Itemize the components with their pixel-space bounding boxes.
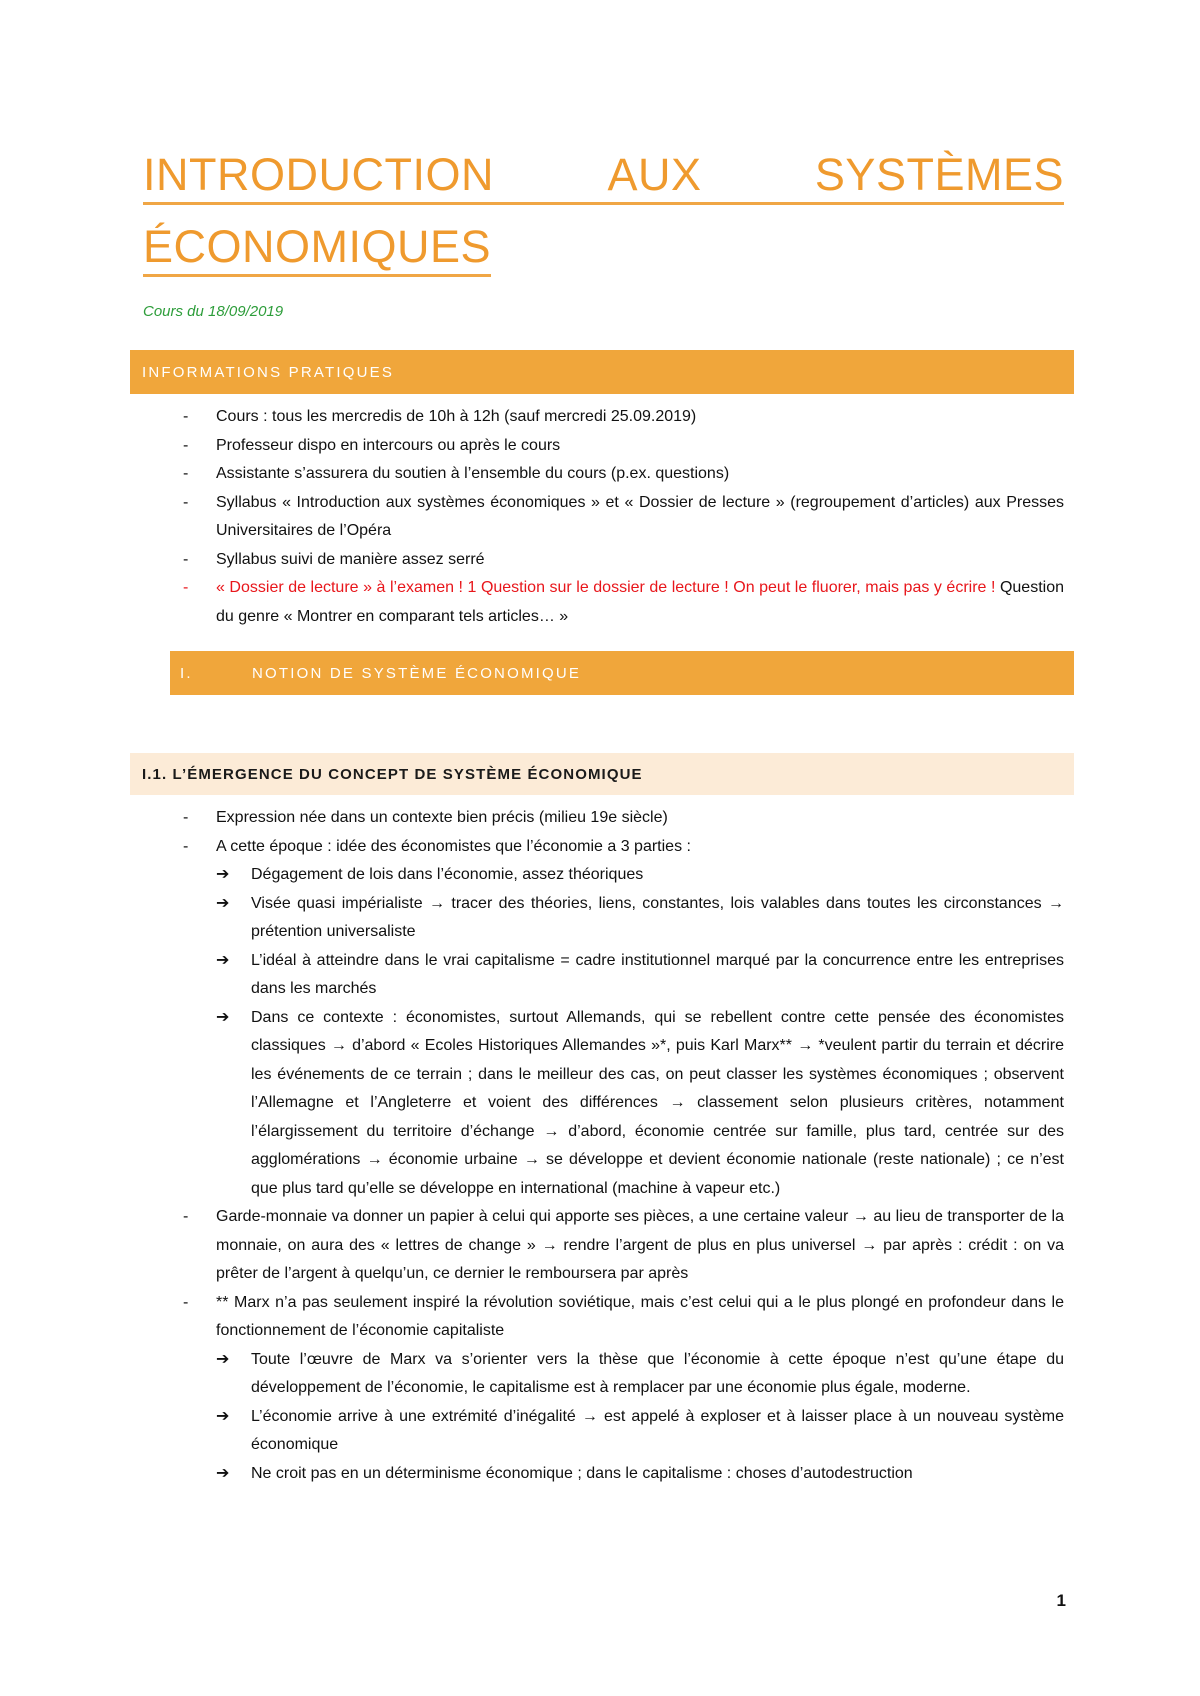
sub-list-item: ➔ L’économie arrive à une extrémité d’inégalité → est appelé à exploser et à laisser place à un nouveau système économique xyxy=(216,1403,1064,1460)
dash-bullet: - xyxy=(183,493,189,511)
dash-bullet: - xyxy=(183,550,189,568)
arrow-icon: ➔ xyxy=(216,1008,230,1026)
title-word-introduction: INTRODUCTION xyxy=(143,149,494,200)
main-list xyxy=(143,804,1064,1488)
list-item: - ** Marx n’a pas seulement inspiré la révolution soviétique, mais c’est celui qui a le plus plongé en profondeur dans le fonctionnement de l’économie capitaliste ➔ Toute l’œuvre de Marx va s’orienter vers la thèse que l’économie à cette époque n’est qu’une étape du développement de l’économie, le capitalisme est à remplacer par une économie plus égale, moderne. ➔ L’économie arrive à une extrémité d’inégalité → est appelé à exploser et à laisser place à un nouveau système économique ➔ Ne croit pas en un déterminisme économique ; dans le capitalisme : choses d’autodestruction xyxy=(143,1289,1064,1489)
section-heading xyxy=(170,651,1074,695)
dash-bullet: - xyxy=(183,1208,189,1225)
dash-bullet: - xyxy=(183,809,189,826)
exam-question-example: Question du genre « Montrer en comparant tels articles… » xyxy=(216,579,1064,625)
document-title-line-1 xyxy=(143,146,1064,205)
info-section-heading xyxy=(130,350,1074,394)
arrow-icon: ➔ xyxy=(216,894,230,912)
dash-bullet: - xyxy=(183,408,189,425)
course-date: Cours du 18/09/2019 xyxy=(143,303,284,320)
info-section-heading-text: INFORMATIONS PRATIQUES xyxy=(142,363,395,381)
list-item: - Expression née dans un contexte bien précis (milieu 19e siècle) xyxy=(143,804,1064,833)
list-item: - Syllabus suivi de manière assez serré xyxy=(143,546,1064,575)
list-item: - A cette époque : idée des économistes que l’économie a 3 parties : ➔ Dégagement de lois dans l’économie, assez théoriques ➔ Visée quasi impérialiste → tracer des théories, liens, constantes, lois valables dans toutes les circonstances → prétention universaliste ➔ L’idéal à atteindre dans le vrai capitalisme = cadre institutionnel marqué par la concurrence entre les entreprises dans les marchés ➔ Dans ce contexte : économistes, surtout Allemands, qui se rebellent contre cette pensée des économistes classiques → d’abord « Ecoles Historiques Allemandes »*, puis Karl Marx** → *veulent partir du terrain et décrire les événements de ce terrain ; dans le meilleur des cas, on peut classer les systèmes économiques ; observent l’Allemagne et l’Angleterre et voient des différences → classement selon plusieurs critères, notamment l’élargissement du territoire d’échange → d’abord, économie centrée sur famille, plus tard, centrée sur des agglomérations → économie urbaine → se développe et devient économie nationale (reste nationale) ; ce n’est que plus tard qu’elle se développe en international (machine à vapeur etc.) xyxy=(143,833,1064,1204)
dash-bullet: - xyxy=(183,465,189,482)
list-item: - Assistante s’assurera du soutien à l’ensemble du cours (p.ex. questions) xyxy=(143,460,1064,489)
dash-bullet: - xyxy=(183,837,189,855)
sub-list-item: ➔ Dégagement de lois dans l’économie, assez théoriques xyxy=(216,861,1064,890)
section-title: NOTION DE SYSTÈME ÉCONOMIQUE xyxy=(252,664,582,682)
sub-list-item: ➔ L’idéal à atteindre dans le vrai capitalisme = cadre institutionnel marqué par la concurrence entre les entreprises dans les marchés xyxy=(216,947,1064,1004)
page-number: 1 xyxy=(1056,1591,1066,1610)
sub-list xyxy=(216,861,1064,1203)
dash-bullet: - xyxy=(183,579,189,596)
list-item: - Professeur dispo en intercours ou après le cours xyxy=(143,432,1064,461)
sub-list-item: ➔ Ne croit pas en un déterminisme économique ; dans le capitalisme : choses d’autodestruction xyxy=(216,1460,1064,1489)
exam-warning-item xyxy=(143,574,1064,631)
sub-list-item: ➔ Dans ce contexte : économistes, surtout Allemands, qui se rebellent contre cette pensée des économistes classiques → d’abord « Ecoles Historiques Allemandes »*, puis Karl Marx** → *veulent partir du terrain et décrire les événements de ce terrain ; dans le meilleur des cas, on peut classer les systèmes économiques ; observent l’Allemagne et l’Angleterre et voient des différences → classement selon plusieurs critères, notamment l’élargissement du territoire d’échange → d’abord, économie centrée sur famille, plus tard, centrée sur des agglomérations → économie urbaine → se développe et devient économie nationale (reste nationale) ; ce n’est que plus tard qu’elle se développe en international (machine à vapeur etc.) xyxy=(216,1004,1064,1204)
arrow-icon: ➔ xyxy=(216,951,230,969)
dash-bullet: - xyxy=(183,1293,189,1311)
list-item: - Cours : tous les mercredis de 10h à 12h (sauf mercredi 25.09.2019) xyxy=(143,403,1064,432)
arrow-icon: ➔ xyxy=(216,1350,230,1368)
arrow-icon: ➔ xyxy=(216,1407,230,1425)
list-item: - Garde-monnaie va donner un papier à celui qui apporte ses pièces, a une certaine valeur → au lieu de transporter de la monnaie, on aura des « lettres de change » → rendre l’argent de plus en plus universel → par après : crédit : on va prêter de l’argent à quelqu’un, ce dernier le remboursera par après xyxy=(143,1203,1064,1289)
list-item: - Syllabus « Introduction aux systèmes économiques » et « Dossier de lecture » (regroupement d’articles) aux Presses Universitaires de l’Opéra xyxy=(143,489,1064,546)
arrow-icon: ➔ xyxy=(216,866,230,883)
exam-warning-text: « Dossier de lecture » à l’examen ! 1 Question sur le dossier de lecture ! On peut le fluorer, mais pas y écrire ! xyxy=(216,579,996,596)
sub-list xyxy=(216,1346,1064,1489)
arrow-icon: ➔ xyxy=(216,1464,230,1482)
dash-bullet: - xyxy=(183,436,189,454)
sub-list-item: ➔ Toute l’œuvre de Marx va s’orienter vers la thèse que l’économie à cette époque n’est qu’une étape du développement de l’économie, le capitalisme est à remplacer par une économie plus égale, moderne. xyxy=(216,1346,1064,1403)
subsection-title: I.1. L’ÉMERGENCE DU CONCEPT DE SYSTÈME ÉCONOMIQUE xyxy=(142,765,643,783)
sub-list-item: ➔ Visée quasi impérialiste → tracer des théories, liens, constantes, lois valables dans toutes les circonstances → prétention universaliste xyxy=(216,890,1064,947)
title-word-aux: AUX xyxy=(607,149,702,200)
section-number: I. xyxy=(180,664,193,682)
subsection-heading xyxy=(130,753,1074,795)
title-word-systemes: SYSTÈMES xyxy=(814,149,1064,200)
info-list xyxy=(143,403,1064,631)
document-title-line-2: ÉCONOMIQUES xyxy=(143,218,491,277)
